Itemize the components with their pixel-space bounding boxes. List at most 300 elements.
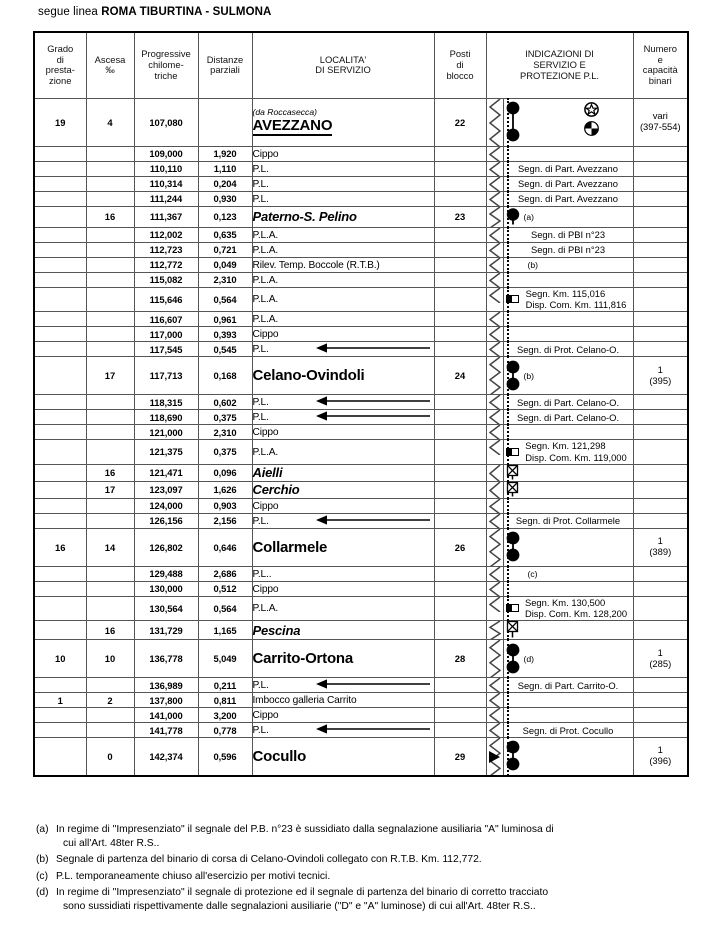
cell-progressiva-chilometrica: 115,646 <box>134 287 198 312</box>
station-signal-icon <box>505 740 521 772</box>
cell-distanza-parziale: 0,602 <box>198 395 252 410</box>
cell-progressiva-chilometrica: 110,110 <box>134 161 198 176</box>
table-row <box>34 206 688 227</box>
footnote-marker: (d) <box>523 653 535 664</box>
cell-progressiva-chilometrica: 111,367 <box>134 206 198 227</box>
locality-name: P.L. <box>252 680 269 691</box>
cell-ascesa <box>86 176 134 191</box>
cell-progressiva-chilometrica: 110,314 <box>134 176 198 191</box>
table-row <box>34 342 688 357</box>
zigzag-graphic <box>487 99 503 146</box>
cell-indicazioni-servizio <box>503 513 633 528</box>
cell-ascesa <box>86 395 134 410</box>
zigzag-graphic <box>487 567 503 581</box>
cell-progressiva-chilometrica: 142,374 <box>134 738 198 776</box>
cell-posto-di-blocco: 22 <box>434 98 486 146</box>
dotted-line-graphic <box>507 677 509 693</box>
cell-distanza-parziale: 3,200 <box>198 708 252 723</box>
disposizione-comando-icon <box>506 604 519 612</box>
dotted-line-graphic <box>507 326 509 342</box>
cell-numero-capacita-binari <box>633 357 688 395</box>
cell-ascesa <box>86 327 134 342</box>
table-row <box>34 693 688 708</box>
zigzag-graphic <box>487 342 503 356</box>
cell-indicazioni-servizio <box>503 464 633 481</box>
dotted-line-graphic <box>507 146 509 162</box>
table-row <box>34 395 688 410</box>
footnote-marker: (b) <box>527 259 539 270</box>
dotted-line-graphic <box>507 341 509 357</box>
binari-capacity: (395) <box>649 374 672 386</box>
locality-name: P.L.A. <box>252 244 279 256</box>
title-line-name: ROMA TIBURTINA - SULMONA <box>101 6 272 18</box>
cell-localita <box>252 513 434 528</box>
cell-distanza-parziale: 0,393 <box>198 327 252 342</box>
cell-zigzag-track <box>486 161 503 176</box>
cell-zigzag-track <box>486 327 503 342</box>
zigzag-graphic <box>487 482 503 498</box>
zigzag-graphic <box>487 273 503 287</box>
cell-localita <box>252 425 434 440</box>
cell-ascesa <box>86 227 134 242</box>
table-row <box>34 242 688 257</box>
cell-distanza-parziale: 1,920 <box>198 146 252 161</box>
cell-ascesa <box>86 498 134 513</box>
cell-progressiva-chilometrica: 124,000 <box>134 498 198 513</box>
cell-numero-capacita-binari <box>633 528 688 566</box>
cell-progressiva-chilometrica: 118,690 <box>134 410 198 425</box>
cell-ascesa <box>86 425 134 440</box>
cell-progressiva-chilometrica: 121,375 <box>134 440 198 465</box>
zigzag-graphic <box>487 738 503 775</box>
table-row <box>34 498 688 513</box>
cell-grado-prestazione <box>34 227 86 242</box>
cell-indicazioni-servizio <box>503 287 633 312</box>
cell-zigzag-track <box>486 342 503 357</box>
crossed-box-icon <box>506 480 519 499</box>
dotted-line-graphic <box>507 581 509 597</box>
cell-zigzag-track <box>486 312 503 327</box>
table-row <box>34 738 688 776</box>
cell-progressiva-chilometrica: 141,778 <box>134 723 198 738</box>
zigzag-graphic <box>487 243 503 257</box>
cell-ascesa: 0 <box>86 738 134 776</box>
station-signal-icon <box>505 360 521 392</box>
cell-progressiva-chilometrica: 121,000 <box>134 425 198 440</box>
cell-zigzag-track <box>486 395 503 410</box>
zigzag-graphic <box>487 410 503 424</box>
cell-grado-prestazione <box>34 161 86 176</box>
cell-indicazioni-servizio <box>503 191 633 206</box>
zigzag-graphic <box>487 529 503 566</box>
locality-name: P.L.A. <box>252 274 279 286</box>
zigzag-graphic <box>487 258 503 272</box>
cell-distanza-parziale: 0,778 <box>198 723 252 738</box>
locality-name: P.L. <box>252 163 269 175</box>
zigzag-graphic <box>487 162 503 176</box>
locality-name: Cippo <box>252 427 279 438</box>
cell-zigzag-track <box>486 206 503 227</box>
cell-indicazioni-servizio <box>503 206 633 227</box>
cell-distanza-parziale: 0,564 <box>198 287 252 312</box>
table-row <box>34 678 688 693</box>
cell-progressiva-chilometrica: 123,097 <box>134 481 198 498</box>
table-row <box>34 410 688 425</box>
cell-distanza-parziale: 0,930 <box>198 191 252 206</box>
binari-count: 1 <box>657 363 663 375</box>
cell-localita <box>252 738 434 776</box>
cell-indicazioni-servizio <box>503 481 633 498</box>
cell-indicazioni-servizio <box>503 708 633 723</box>
indicazione-text: Segn. di Part. Avezzano <box>518 163 618 174</box>
cell-zigzag-track <box>486 242 503 257</box>
cell-progressiva-chilometrica: 117,000 <box>134 327 198 342</box>
cell-numero-capacita-binari <box>633 272 688 287</box>
cell-ascesa <box>86 242 134 257</box>
cell-zigzag-track <box>486 98 503 146</box>
locality-name: Aielli <box>252 465 283 480</box>
cell-grado-prestazione: 1 <box>34 693 86 708</box>
cell-zigzag-track <box>486 678 503 693</box>
dotted-line-graphic <box>507 409 509 425</box>
cell-zigzag-track <box>486 513 503 528</box>
cell-grado-prestazione <box>34 708 86 723</box>
table-row <box>34 528 688 566</box>
table-row <box>34 146 688 161</box>
footnote-key: (d) <box>36 887 49 899</box>
zigzag-graphic <box>487 425 503 439</box>
dotted-line-graphic <box>507 227 509 243</box>
dotted-line-graphic <box>507 566 509 582</box>
cell-posto-di-blocco <box>434 395 486 410</box>
dotted-line-graphic <box>507 692 509 708</box>
cell-posto-di-blocco <box>434 498 486 513</box>
locality-name: Cippo <box>252 148 279 160</box>
station-signal-icon <box>505 207 521 226</box>
zigzag-graphic <box>487 693 503 707</box>
footnote-marker: (c) <box>527 568 538 579</box>
cell-localita <box>252 342 434 357</box>
locality-name: Cerchio <box>252 482 300 497</box>
cell-localita <box>252 410 434 425</box>
cell-posto-di-blocco <box>434 327 486 342</box>
locality-name: P.L.. <box>252 568 272 580</box>
cell-indicazioni-servizio <box>503 621 633 640</box>
cell-distanza-parziale: 5,049 <box>198 640 252 678</box>
dotted-line-graphic <box>507 191 509 207</box>
cell-numero-capacita-binari <box>633 498 688 513</box>
cell-grado-prestazione <box>34 327 86 342</box>
cell-distanza-parziale: 1,110 <box>198 161 252 176</box>
zigzag-graphic <box>487 147 503 161</box>
cell-progressiva-chilometrica: 111,244 <box>134 191 198 206</box>
cell-grado-prestazione <box>34 581 86 596</box>
footnote-text: In regime di "Impresenziato" il segnale del P.B. n°23 è sussidiato dalla segnalazione ausiliaria "A" luminosa di cui all'Art. 48ter R.S.. <box>56 823 696 850</box>
cell-zigzag-track <box>486 738 503 776</box>
cell-localita <box>252 566 434 581</box>
cell-progressiva-chilometrica: 117,713 <box>134 357 198 395</box>
cell-localita <box>252 693 434 708</box>
locality-name: Imbocco galleria Carrito <box>252 695 357 706</box>
cell-zigzag-track <box>486 357 503 395</box>
cell-localita <box>252 621 434 640</box>
cell-ascesa: 10 <box>86 640 134 678</box>
cell-posto-di-blocco <box>434 410 486 425</box>
cell-grado-prestazione <box>34 678 86 693</box>
cell-distanza-parziale: 0,811 <box>198 693 252 708</box>
header-progressive: Progressive chilome- triche <box>134 32 198 98</box>
table-row <box>34 357 688 395</box>
cell-posto-di-blocco <box>434 693 486 708</box>
indicazione-text: Segn. di PBI n°23 <box>530 244 606 255</box>
cell-grado-prestazione <box>34 176 86 191</box>
table-row <box>34 640 688 678</box>
cell-ascesa <box>86 581 134 596</box>
cell-numero-capacita-binari <box>633 227 688 242</box>
cell-distanza-parziale: 1,626 <box>198 481 252 498</box>
disposizione-comando-icon <box>506 448 519 456</box>
cell-grado-prestazione <box>34 738 86 776</box>
cell-distanza-parziale: 2,686 <box>198 566 252 581</box>
table-body <box>34 98 688 776</box>
cell-localita <box>252 98 434 146</box>
zigzag-graphic <box>487 327 503 341</box>
binari-capacity: (397-554) <box>639 121 681 132</box>
cell-numero-capacita-binari <box>633 176 688 191</box>
cell-indicazioni-servizio <box>503 342 633 357</box>
cell-numero-capacita-binari <box>633 678 688 693</box>
cell-ascesa <box>86 146 134 161</box>
cell-distanza-parziale: 1,165 <box>198 621 252 640</box>
zigzag-graphic <box>487 582 503 596</box>
cell-indicazioni-servizio <box>503 272 633 287</box>
cell-grado-prestazione <box>34 513 86 528</box>
indicazione-text: Segn. Km. 121,298 Disp. Com. Km. 119,000 <box>525 440 627 463</box>
cell-grado-prestazione <box>34 481 86 498</box>
indicazione-text: Segn. di PBI n°23 <box>530 229 606 240</box>
cell-indicazioni-servizio <box>503 566 633 581</box>
pl-connector-arrow-icon <box>314 411 434 423</box>
cell-numero-capacita-binari <box>633 161 688 176</box>
cell-posto-di-blocco: 23 <box>434 206 486 227</box>
zigzag-graphic <box>487 357 503 394</box>
locality-name: P.L. <box>252 515 269 527</box>
dotted-line-graphic <box>507 513 509 529</box>
cell-zigzag-track <box>486 227 503 242</box>
cell-numero-capacita-binari <box>633 242 688 257</box>
cell-progressiva-chilometrica: 118,315 <box>134 395 198 410</box>
table-row <box>34 287 688 312</box>
cell-indicazioni-servizio <box>503 528 633 566</box>
cell-grado-prestazione: 16 <box>34 528 86 566</box>
locality-name: P.L. <box>252 412 269 423</box>
binari-capacity: (389) <box>649 546 672 557</box>
locality-name: P.L.A. <box>252 446 279 458</box>
cell-progressiva-chilometrica: 116,607 <box>134 312 198 327</box>
cell-distanza-parziale: 0,512 <box>198 581 252 596</box>
cell-numero-capacita-binari <box>633 464 688 481</box>
zigzag-graphic <box>487 465 503 481</box>
table-row <box>34 161 688 176</box>
cell-zigzag-track <box>486 176 503 191</box>
cell-ascesa <box>86 312 134 327</box>
cell-grado-prestazione <box>34 440 86 465</box>
cell-ascesa <box>86 678 134 693</box>
footnote-item <box>36 886 696 913</box>
cell-localita <box>252 287 434 312</box>
cell-posto-di-blocco <box>434 425 486 440</box>
cell-ascesa <box>86 272 134 287</box>
cell-indicazioni-servizio <box>503 425 633 440</box>
cell-grado-prestazione <box>34 498 86 513</box>
page-title <box>38 6 271 18</box>
cell-indicazioni-servizio <box>503 312 633 327</box>
table-row <box>34 723 688 738</box>
cell-progressiva-chilometrica: 126,802 <box>134 528 198 566</box>
zigzag-graphic <box>487 597 503 621</box>
cell-zigzag-track <box>486 640 503 678</box>
binari-count: 1 <box>657 646 663 658</box>
cell-progressiva-chilometrica: 137,800 <box>134 693 198 708</box>
cell-numero-capacita-binari <box>633 342 688 357</box>
locality-name: Carrito-Ortona <box>252 650 354 667</box>
zigzag-graphic <box>487 395 503 409</box>
cell-ascesa <box>86 161 134 176</box>
header-distanze: Distanze parziali <box>198 32 252 98</box>
cell-localita <box>252 481 434 498</box>
cell-localita <box>252 678 434 693</box>
binari-count: vari <box>652 110 668 122</box>
zigzag-graphic <box>487 640 503 677</box>
cell-distanza-parziale: 0,049 <box>198 257 252 272</box>
footnote-key: (b) <box>36 854 49 866</box>
cell-progressiva-chilometrica: 136,989 <box>134 678 198 693</box>
locality-sub-label: (da Roccasecca) <box>252 107 317 118</box>
locality-name: P.L. <box>252 178 269 190</box>
cell-indicazioni-servizio <box>503 227 633 242</box>
dotted-line-graphic <box>507 272 509 288</box>
cell-grado-prestazione: 10 <box>34 640 86 678</box>
line-schedule-table <box>33 31 689 777</box>
footnote-item <box>36 853 696 867</box>
cell-grado-prestazione <box>34 566 86 581</box>
cell-posto-di-blocco <box>434 596 486 621</box>
cell-indicazioni-servizio <box>503 723 633 738</box>
dotted-line-graphic <box>507 424 509 440</box>
cell-localita <box>252 723 434 738</box>
cell-grado-prestazione <box>34 257 86 272</box>
dotted-line-graphic <box>507 722 509 738</box>
cell-distanza-parziale: 2,310 <box>198 272 252 287</box>
indicazione-text: Segn. Km. 130,500 Disp. Com. Km. 128,200 <box>524 596 628 620</box>
cell-distanza-parziale: 0,204 <box>198 176 252 191</box>
locality-name: Pescina <box>252 622 301 638</box>
cell-zigzag-track <box>486 621 503 640</box>
cell-posto-di-blocco <box>434 161 486 176</box>
cell-numero-capacita-binari <box>633 410 688 425</box>
cell-grado-prestazione <box>34 464 86 481</box>
pl-connector-arrow-icon <box>314 515 434 527</box>
cell-numero-capacita-binari <box>633 693 688 708</box>
locality-name: Cippo <box>252 500 279 512</box>
cell-grado-prestazione <box>34 621 86 640</box>
cell-posto-di-blocco <box>434 481 486 498</box>
cell-localita <box>252 227 434 242</box>
footnote-text: Segnale di partenza del binario di corsa di Celano-Ovindoli collegato con R.T.B. Km. 112,772. <box>56 854 482 866</box>
cell-localita <box>252 272 434 287</box>
cell-grado-prestazione <box>34 410 86 425</box>
cell-numero-capacita-binari <box>633 440 688 465</box>
zigzag-graphic <box>487 499 503 513</box>
cell-ascesa <box>86 596 134 621</box>
cell-distanza-parziale: 0,211 <box>198 678 252 693</box>
table-row <box>34 581 688 596</box>
cell-ascesa <box>86 342 134 357</box>
cell-ascesa: 16 <box>86 464 134 481</box>
table-row <box>34 312 688 327</box>
dotted-line-graphic <box>507 311 509 327</box>
indicazione-text: Segn. di Part. Avezzano <box>518 193 618 204</box>
cell-posto-di-blocco <box>434 723 486 738</box>
pl-connector-arrow-icon <box>314 396 434 408</box>
locality-name: Cippo <box>252 583 279 595</box>
cell-grado-prestazione <box>34 723 86 738</box>
header-posti-blocco: Posti di blocco <box>434 32 486 98</box>
cell-numero-capacita-binari <box>633 581 688 596</box>
cell-numero-capacita-binari <box>633 596 688 621</box>
cell-progressiva-chilometrica: 112,772 <box>134 257 198 272</box>
footnotes <box>36 823 696 916</box>
cell-ascesa: 4 <box>86 98 134 146</box>
crossed-box-icon <box>506 620 519 641</box>
cell-zigzag-track <box>486 257 503 272</box>
cell-numero-capacita-binari <box>633 481 688 498</box>
cell-progressiva-chilometrica: 126,156 <box>134 513 198 528</box>
cell-grado-prestazione <box>34 146 86 161</box>
cell-grado-prestazione <box>34 191 86 206</box>
footnote-key: (a) <box>36 824 49 835</box>
cell-grado-prestazione <box>34 272 86 287</box>
pl-connector-arrow-icon <box>314 724 434 736</box>
cell-numero-capacita-binari <box>633 287 688 312</box>
zigzag-graphic <box>487 207 503 227</box>
cell-progressiva-chilometrica: 121,471 <box>134 464 198 481</box>
table-row <box>34 596 688 621</box>
cell-progressiva-chilometrica: 112,723 <box>134 242 198 257</box>
footnote-marker: (a) <box>523 211 535 222</box>
station-signal-icon <box>505 643 521 675</box>
cell-ascesa <box>86 708 134 723</box>
locality-name: Paterno-S. Pelino <box>252 209 357 224</box>
cell-zigzag-track <box>486 596 503 621</box>
cell-zigzag-track <box>486 425 503 440</box>
cell-posto-di-blocco: 28 <box>434 640 486 678</box>
title-prefix: segue linea <box>38 6 98 18</box>
cell-distanza-parziale: 0,168 <box>198 357 252 395</box>
cell-zigzag-track <box>486 498 503 513</box>
cell-zigzag-track <box>486 566 503 581</box>
cell-posto-di-blocco <box>434 513 486 528</box>
cell-posto-di-blocco <box>434 621 486 640</box>
zigzag-graphic <box>487 192 503 206</box>
cell-posto-di-blocco <box>434 440 486 465</box>
cell-numero-capacita-binari <box>633 738 688 776</box>
cell-zigzag-track <box>486 528 503 566</box>
zigzag-graphic <box>487 678 503 692</box>
cell-distanza-parziale <box>198 98 252 146</box>
cell-grado-prestazione <box>34 287 86 312</box>
footnote-item <box>36 870 696 884</box>
